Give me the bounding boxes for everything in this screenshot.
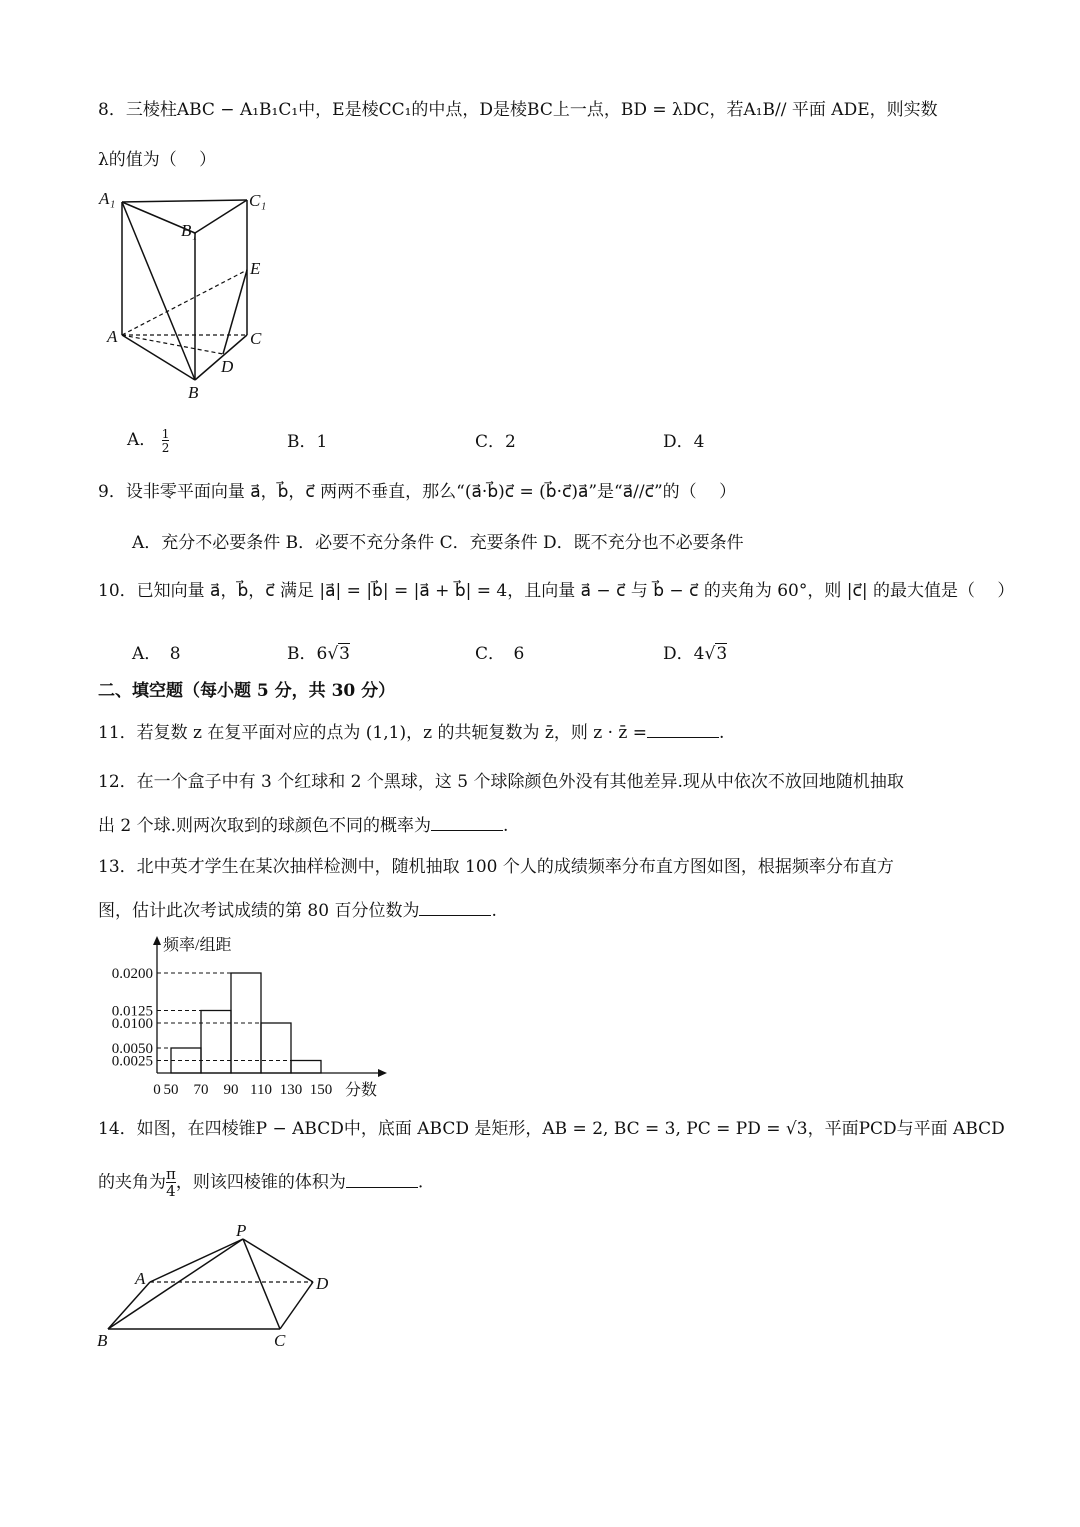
q8-option-c: C．2 xyxy=(475,432,516,452)
label-C: C xyxy=(274,1331,286,1350)
q14-blank[interactable] xyxy=(346,1173,418,1188)
q12-text-line2: 出 2 个球.则两次取到的球颜色不同的概率为 . xyxy=(98,816,509,836)
q13-text-line1: 13．北中英才学生在某次抽样检测中，随机抽取 100 个人的成绩频率分布直方图如图，根据频率分布直方 xyxy=(98,857,894,877)
hist-y-tick-0: 0.0200 xyxy=(111,966,153,982)
hist-x-arrow xyxy=(378,1069,387,1077)
q10-option-b: B．6√3 xyxy=(287,644,350,664)
hist-x-label: 分数 xyxy=(345,1082,378,1099)
q14-text-line1: 14．如图，在四棱锥P − ABCD中，底面 ABCD 是矩形，AB = 2, BC = 3, PC = PD = √3，平面PCD与平面 ABCD xyxy=(98,1119,1005,1139)
hist-x-tick-3: 90 xyxy=(223,1082,239,1098)
section-heading: 二、填空题（每小题 5 分，共 30 分） xyxy=(98,681,396,701)
q12-text-line1: 12．在一个盒子中有 3 个红球和 2 个黑球，这 5 个球除颜色外没有其他差异.现从中依次不放回地随机抽取 xyxy=(98,772,904,792)
hist-y-tick-3: 0.0050 xyxy=(111,1041,153,1057)
label-B: B xyxy=(188,383,199,402)
q8-option-a: A． $\frac{1}{2}$ xyxy=(127,426,170,455)
q9-text: 9．设非零平面向量 a⃗，b⃗，c⃗ 两两不垂直，那么“(a⃗·b⃗)c⃗ = (b⃗·c⃗)a⃗”是“a⃗//c⃗”的（ ） xyxy=(98,482,737,502)
hist-x-tick-1: 50 xyxy=(163,1082,179,1098)
hist-x-tick-4: 110 xyxy=(250,1082,272,1098)
label-C: C xyxy=(250,329,262,348)
label-P: P xyxy=(236,1221,247,1240)
label-A1: A₁ xyxy=(99,189,116,208)
prism-figure xyxy=(95,188,295,403)
label-E: E xyxy=(250,259,261,278)
q13-text-line2: 图，估计此次考试成绩的第 80 百分位数为 . xyxy=(98,901,497,921)
hist-bar-3 xyxy=(261,1023,291,1073)
hist-x-tick-2: 70 xyxy=(193,1082,209,1098)
q13-blank[interactable] xyxy=(419,901,491,916)
label-A: A xyxy=(107,327,118,346)
q10-option-d: D．4√3 xyxy=(663,644,728,664)
q8-text-line1: 8．三棱柱ABC − A₁B₁C₁中，E是棱CC₁的中点，D是棱BC上一点，BD = λDC，若A₁B// 平面 ADE，则实数 xyxy=(98,100,938,120)
hist-bar-4 xyxy=(291,1061,321,1074)
label-B: B xyxy=(97,1331,108,1350)
q14-text-line2: 的夹角为 $\frac{\pi}{4}$ ，则该四棱锥的体积为 . xyxy=(98,1165,424,1200)
hist-x-tick-5: 130 xyxy=(279,1082,303,1098)
q10-option-a: A． 8 xyxy=(132,644,181,664)
q10-option-c: C． 6 xyxy=(475,644,525,664)
q12-blank[interactable] xyxy=(431,816,503,831)
hist-x-tick-0: 0 xyxy=(153,1082,161,1098)
hist-y-tick-1: 0.0125 xyxy=(111,1003,153,1020)
label-D: D xyxy=(221,357,234,376)
q8-option-d: D．4 xyxy=(663,432,705,452)
hist-y-tick-4: 0.0025 xyxy=(111,1053,153,1070)
label-B1: B₁ xyxy=(181,221,198,240)
hist-x-tick-6: 150 xyxy=(309,1082,333,1098)
q11-text: 11．若复数 z 在复平面对应的点为 (1,1)，z 的共轭复数为 z̄，则 z · z̄ = . xyxy=(98,723,725,743)
hist-y-tick-2: 0.0100 xyxy=(111,1016,153,1032)
q11-blank[interactable] xyxy=(647,723,719,738)
q8-text-line2: λ的值为（ ） xyxy=(98,150,217,170)
hist-y-arrow xyxy=(153,936,161,945)
label-C1: C₁ xyxy=(249,191,267,210)
hist-y-label: 频率/组距 xyxy=(163,937,232,954)
label-A: A xyxy=(135,1269,146,1288)
q9-options: A．充分不必要条件 B．必要不充分条件 C．充要条件 D．既不充分也不必要条件 xyxy=(132,533,744,553)
hist-bar-1 xyxy=(201,1011,231,1074)
q10-text: 10．已知向量 a⃗，b⃗，c⃗ 满足 |a⃗| = |b⃗| = |a⃗ + b⃗| = 4，且向量 a⃗ − c⃗ 与 b⃗ − c⃗ 的夹角为 60°，则 |c⃗| 的最大值是（ ） xyxy=(98,581,1015,601)
frequency-histogram xyxy=(95,932,395,1102)
pyramid-figure xyxy=(95,1222,355,1352)
q8-option-b: B．1 xyxy=(287,432,328,452)
label-D: D xyxy=(316,1274,329,1293)
